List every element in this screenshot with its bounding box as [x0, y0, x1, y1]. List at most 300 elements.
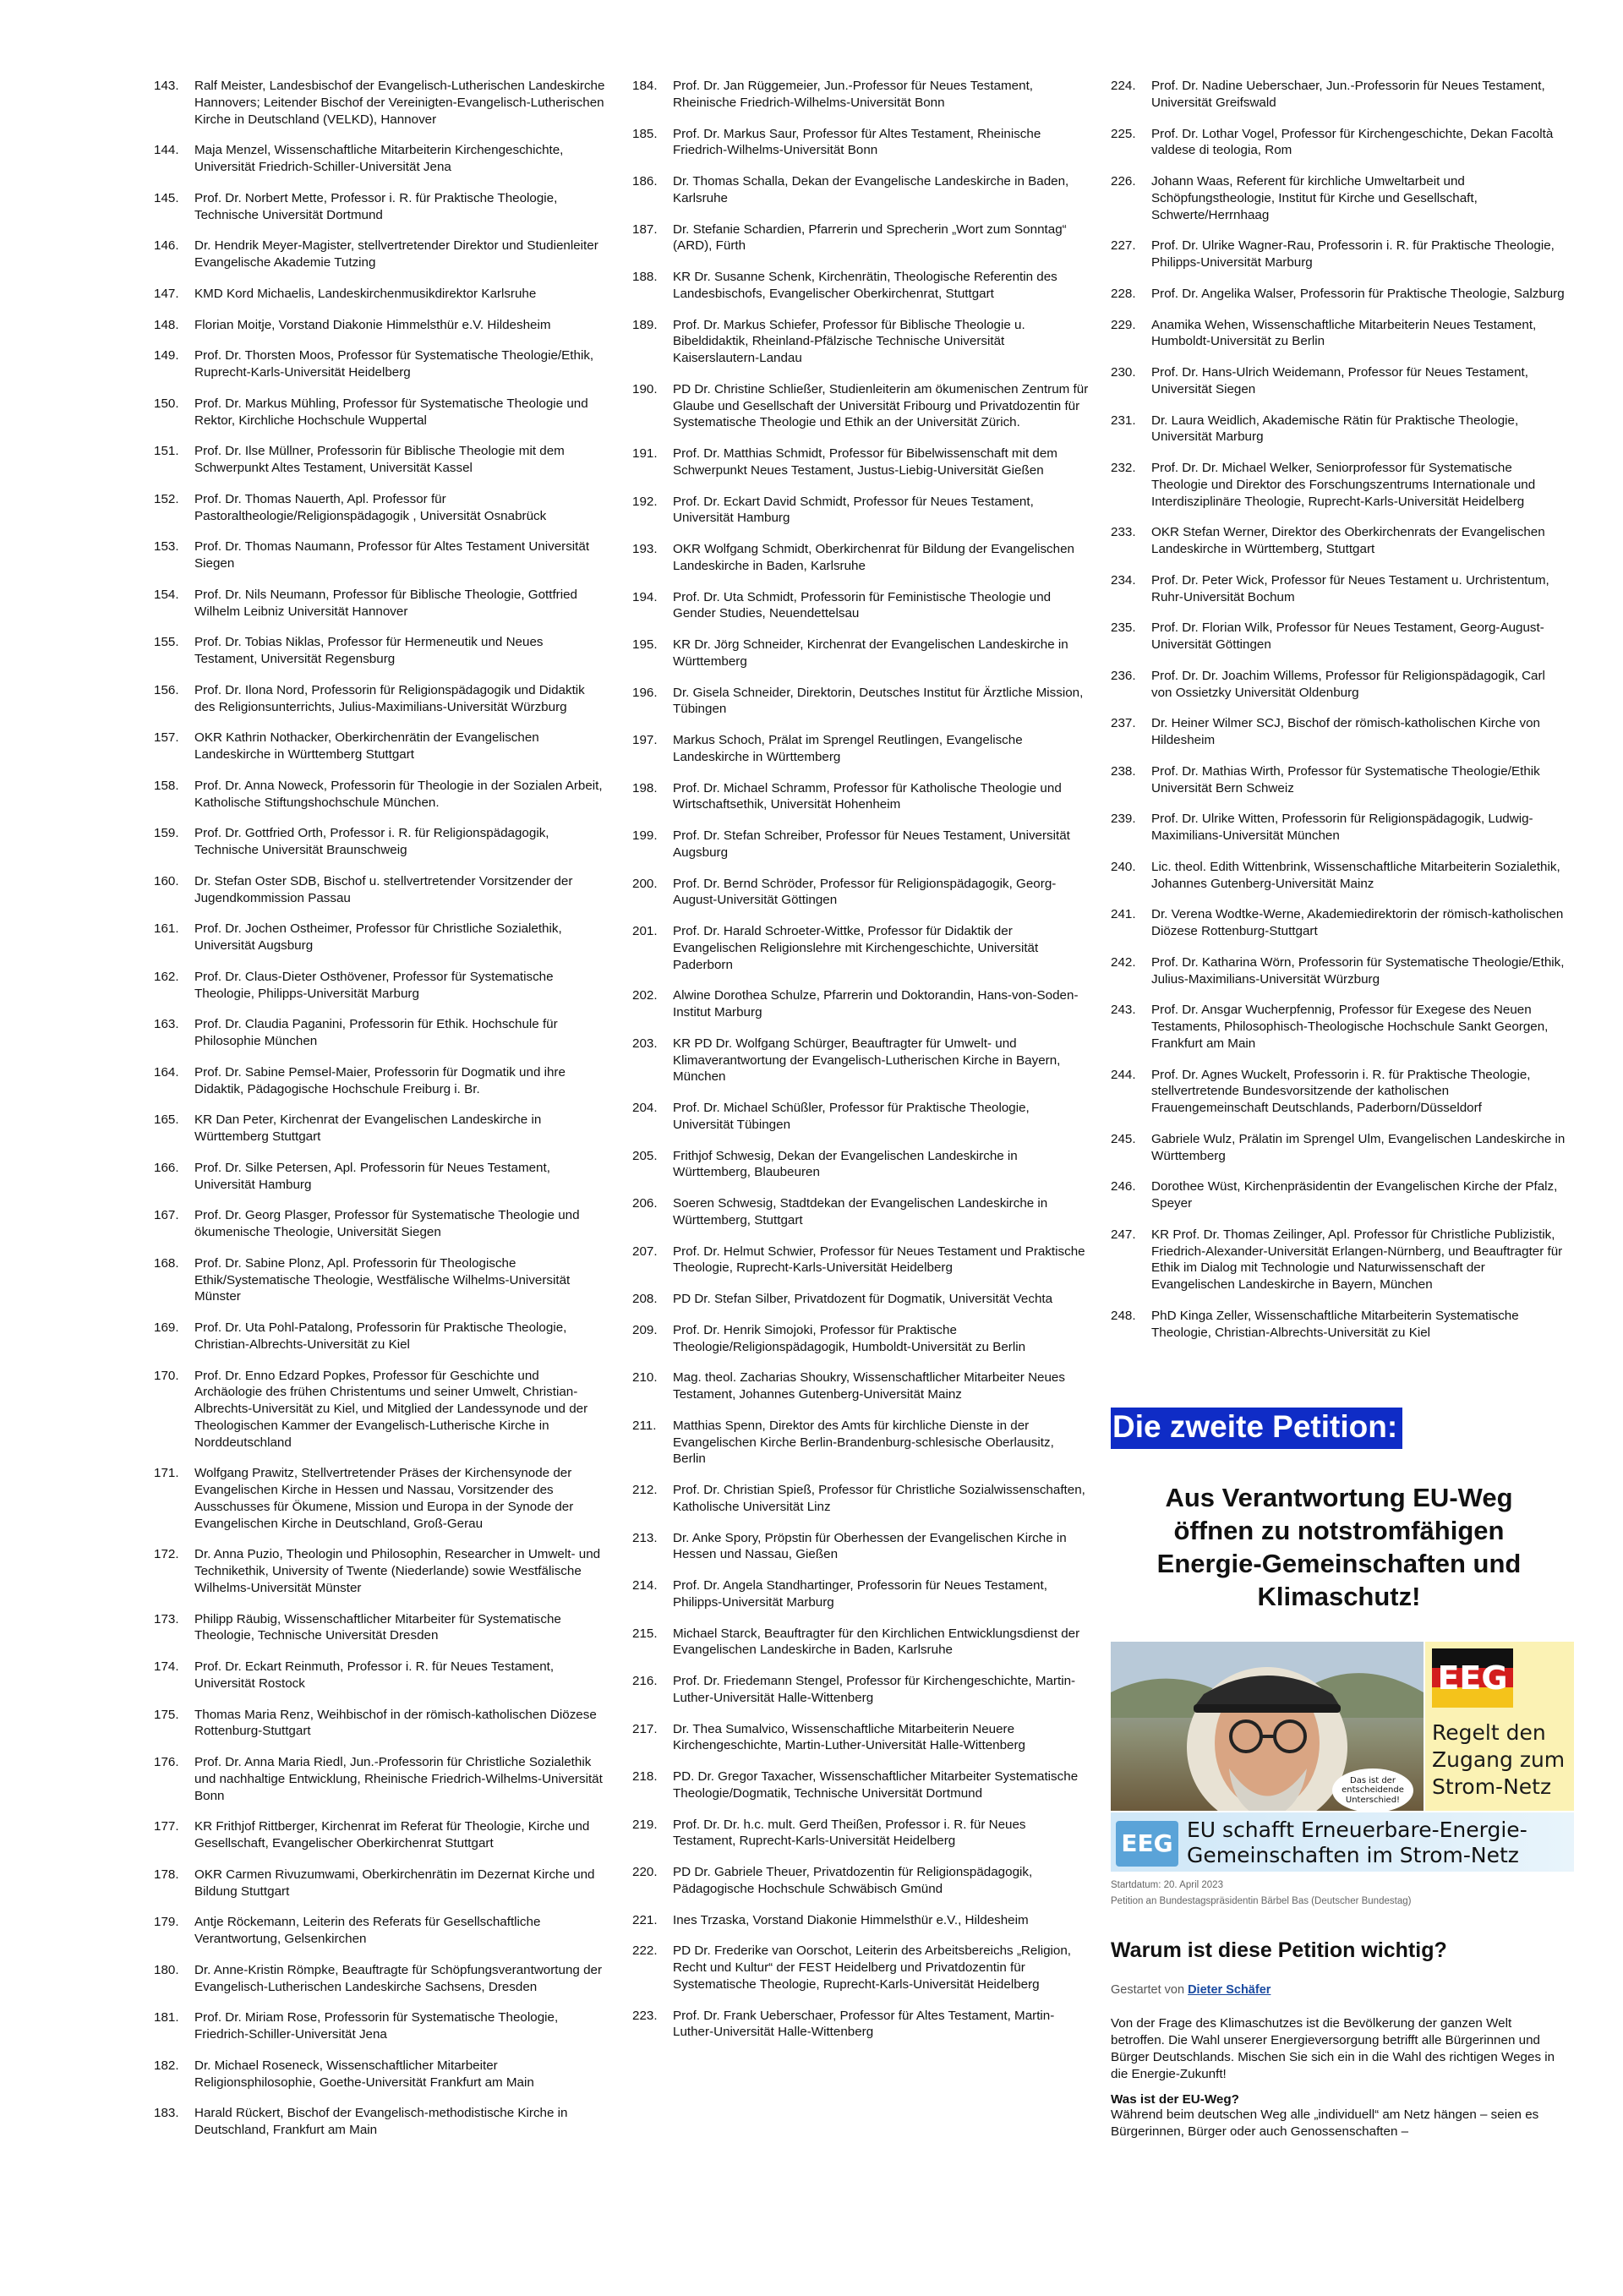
signatory-item	[632, 78, 1089, 112]
signatory-item	[632, 317, 1089, 367]
signatory-number: 194.	[632, 589, 658, 604]
signatory-item	[154, 443, 609, 477]
signatory-number: 238.	[1111, 763, 1136, 779]
signatory-number: 170.	[154, 1368, 179, 1383]
signatory-text: Prof. Dr. Markus Saur, Professor für Altes Testament, Rheinische Friedrich-Wilhelms-Universität Bonn	[673, 126, 1041, 158]
petition-start-date: Startdatum: 20. April 2023	[1111, 1879, 1223, 1890]
signatory-text: KR Dan Peter, Kirchenrat der Evangelischen Landeskirche in Württemberg Stuttgart	[194, 1112, 542, 1144]
signatory-number: 244.	[1111, 1067, 1136, 1082]
signatory-item	[1111, 238, 1567, 271]
eeg-flag-logo: EEG	[1432, 1648, 1513, 1708]
signatory-item	[632, 923, 1089, 973]
signatory-text: Prof. Dr. Angela Standhartinger, Professorin für Neues Testament, Philipps-Universität Marburg	[673, 1578, 1047, 1610]
signatory-text: Markus Schoch, Prälat im Sprengel Reutlingen, Evangelische Landeskirche in Württemberg	[673, 733, 1023, 764]
signatory-number: 224.	[1111, 79, 1136, 93]
signatory-number: 161.	[154, 921, 179, 937]
signatory-item	[632, 1943, 1089, 1993]
signatory-text: Prof. Dr. Anna Maria Riedl, Jun.-Professorin für Christliche Sozialethik und nachhaltige Entwicklung, Rheinische Friedrich-Wilhelms-Universität Bonn	[194, 1755, 603, 1803]
signatory-text: Matthias Spenn, Direktor des Amts für kirchliche Dienste in der Evangelischen Kirche Berlin-Brandenburg-schlesische Oberlausitz, Berlin	[673, 1418, 1054, 1467]
signatory-item	[632, 1322, 1089, 1356]
signatory-text: Florian Moitje, Vorstand Diakonie Himmelsthür e.V. Hildesheim	[194, 317, 551, 332]
signatory-item	[154, 1707, 609, 1741]
signatory-item	[154, 1818, 609, 1852]
signatory-item	[154, 286, 609, 303]
signatory-number: 144.	[154, 143, 179, 158]
signatory-item	[1111, 460, 1567, 510]
signatory-number: 157.	[154, 730, 179, 746]
signatory-item	[632, 1817, 1089, 1850]
signatory-item	[1111, 811, 1567, 845]
signatory-item	[154, 634, 609, 668]
signatory-text: Prof. Dr. Jan Rüggemeier, Jun.-Professor für Neues Testament, Rheinische Friedrich-Wilhelms-Universität Bonn	[673, 79, 1034, 110]
signatory-number: 202.	[632, 988, 658, 1003]
signatory-item	[1111, 317, 1567, 351]
signatory-item	[1111, 524, 1567, 558]
signatory-number: 154.	[154, 587, 179, 602]
signatory-item	[154, 1659, 609, 1692]
signatory-item	[1111, 78, 1567, 112]
signatory-item	[632, 1864, 1089, 1898]
signatory-number: 225.	[1111, 126, 1136, 141]
signatory-number: 228.	[1111, 286, 1136, 301]
signatory-item	[632, 446, 1089, 479]
petition-addressee: Petition an Bundestagspräsidentin Bärbel Bas (Deutscher Bundestag)	[1111, 1895, 1412, 1906]
signatory-item	[1111, 1178, 1567, 1212]
signatory-item	[154, 1914, 609, 1948]
signatory-number: 248.	[1111, 1308, 1136, 1323]
signatory-item	[632, 685, 1089, 719]
signatory-number: 217.	[632, 1721, 658, 1736]
signatory-text: Prof. Dr. Norbert Mette, Professor i. R. für Praktische Theologie, Technische Universität Dortmund	[194, 190, 558, 222]
signatory-item	[632, 1530, 1089, 1564]
signatory-item	[154, 921, 609, 954]
signatory-text: Prof. Dr. Bernd Schröder, Professor für Religionspädagogik, Georg-August-Universität Göttingen	[673, 876, 1057, 908]
signatory-item	[632, 1291, 1089, 1308]
signatory-number: 150.	[154, 396, 179, 411]
signatory-number: 165.	[154, 1112, 179, 1128]
signatory-list-143-183	[154, 78, 609, 2139]
signatory-text: Prof. Dr. Katharina Wörn, Professorin für Systematische Theologie/Ethik, Julius-Maximilians-Universität Würzburg	[1151, 954, 1565, 987]
signatory-item	[632, 1036, 1089, 1085]
signatory-number: 166.	[154, 1160, 179, 1175]
signatory-text: Prof. Dr. Gottfried Orth, Professor i. R. für Religionspädagogik, Technische Universität Braunschweig	[194, 826, 549, 857]
signatory-item	[154, 825, 609, 859]
signatory-number: 151.	[154, 444, 179, 459]
signatory-text: Prof. Dr. Markus Mühling, Professor für Systematische Theologie und Rektor, Kirchliche Hochschule Wuppertal	[194, 396, 588, 428]
signatories-column-1	[154, 78, 609, 2153]
signatory-item	[154, 1465, 609, 1532]
signatory-number: 208.	[632, 1292, 658, 1306]
signatory-number: 209.	[632, 1322, 658, 1337]
signatory-number: 184.	[632, 79, 658, 93]
signatory-number: 219.	[632, 1817, 658, 1832]
eeg-rule-text: Regelt den Zugang zum Strom-Netz	[1432, 1719, 1566, 1799]
signatory-item	[154, 1546, 609, 1596]
signatory-text: Prof. Dr. Silke Petersen, Apl. Professorin für Neues Testament, Universität Hamburg	[194, 1160, 550, 1192]
signatory-number: 188.	[632, 270, 658, 284]
signatory-text: Prof. Dr. Claus-Dieter Osthövener, Professor für Systematische Theologie, Philipps-Universität Marburg	[194, 969, 554, 1001]
signatory-number: 182.	[154, 2058, 179, 2073]
signatory-text: OKR Stefan Werner, Direktor des Oberkirchenrats der Evangelischen Landeskirche in Württemberg, Stuttgart	[1151, 525, 1545, 556]
signatory-item	[1111, 572, 1567, 606]
signatory-item	[1111, 954, 1567, 988]
signatory-text: OKR Wolfgang Schmidt, Oberkirchenrat für Bildung der Evangelischen Landeskirche in Baden, Karlsruhe	[673, 542, 1074, 573]
signatory-text: PhD Kinga Zeller, Wissenschaftliche Mitarbeiterin Systematische Theologie, Christian-Albrechts-Universität zu Kiel	[1151, 1308, 1519, 1340]
signatory-number: 206.	[632, 1196, 658, 1211]
signatory-item	[154, 142, 609, 176]
signatory-text: Wolfgang Prawitz, Stellvertretender Präses der Kirchensynode der Evangelischen Kirche in Hessen und Nassau, Vorsitzender des Ausschusses für Ökumene, Mission und Europa in der Synode der Evangelischen Kirche in Deutschland, Groß-Gerau	[194, 1466, 574, 1531]
signatory-text: Prof. Dr. Harald Schroeter-Wittke, Professor für Didaktik der Evangelischen Religionslehre mit Kirchengeschichte, Universität Paderborn	[673, 924, 1039, 972]
signatory-item	[154, 238, 609, 271]
signatory-number: 175.	[154, 1707, 179, 1722]
signatory-text: Prof. Dr. Ulrike Witten, Professorin für Religionspädagogik, Ludwig-Maximilians-Universität München	[1151, 812, 1533, 843]
signatory-text: Lic. theol. Edith Wittenbrink, Wissenschaftliche Mitarbeiterin Sozialethik, Johannes Gutenberg-Universität Mainz	[1151, 859, 1560, 891]
signatory-item	[632, 1369, 1089, 1403]
signatory-number: 197.	[632, 733, 658, 747]
signatory-text: Dr. Anne-Kristin Römpke, Beauftragte für Schöpfungsverantwortung der Evangelisch-Lutherischen Landeskirche Sachsens, Dresden	[194, 1962, 603, 1994]
signatory-text: KMD Kord Michaelis, Landeskirchenmusikdirektor Karlsruhe	[194, 286, 537, 301]
signatory-item	[154, 1368, 609, 1451]
signatory-number: 173.	[154, 1611, 179, 1626]
signatory-number: 213.	[632, 1530, 658, 1545]
signatory-item	[632, 494, 1089, 528]
signatory-text: KR Frithjof Rittberger, Kirchenrat im Referat für Theologie, Kirche und Gesellschaft, Evangelischer Oberkirchenrat Stuttgart	[194, 1819, 590, 1850]
signatory-text: Prof. Dr. Ulrike Wagner-Rau, Professorin i. R. für Praktische Theologie, Philipps-Universität Marburg	[1151, 238, 1555, 270]
signatory-item	[154, 1867, 609, 1900]
signatory-number: 191.	[632, 446, 658, 461]
signatory-number: 207.	[632, 1244, 658, 1259]
signatory-list-184-223	[632, 78, 1089, 2041]
signatory-text: Michael Starck, Beauftragter für den Kirchlichen Entwicklungsdienst der Evangelischen Landeskirche in Baden, Karlsruhe	[673, 1626, 1080, 1658]
signatory-number: 180.	[154, 1962, 179, 1977]
signatory-text: Antje Röckemann, Leiterin des Referats für Gesellschaftliche Verantwortung, Gelsenkirchen	[194, 1915, 541, 1946]
signatory-text: Johann Waas, Referent für kirchliche Umweltarbeit und Schöpfungstheologie, Institut für Kirche und Gesellschaft, Schwerte/Herrnhaag	[1151, 174, 1478, 222]
signatory-number: 232.	[1111, 461, 1136, 475]
signatory-item	[154, 1160, 609, 1194]
signatory-item	[154, 969, 609, 1003]
signatory-item	[632, 126, 1089, 160]
signatory-item	[1111, 1131, 1567, 1165]
signatory-number: 167.	[154, 1208, 179, 1223]
signatory-number: 200.	[632, 876, 658, 891]
signatory-item	[632, 987, 1089, 1021]
signatory-item	[1111, 126, 1567, 160]
signatory-text: Prof. Dr. Uta Schmidt, Professorin für Feministische Theologie und Gender Studies, Neuendettelsau	[673, 589, 1052, 621]
signatory-item	[154, 873, 609, 907]
signatory-text: Prof. Dr. Angelika Walser, Professorin für Praktische Theologie, Salzburg	[1151, 286, 1565, 301]
signatory-item	[1111, 620, 1567, 653]
signatory-number: 147.	[154, 286, 179, 301]
signatory-item	[154, 1112, 609, 1145]
signatory-text: Prof. Dr. Matthias Schmidt, Professor für Bibelwissenschaft mit dem Schwerpunkt Neues Testament, Justus-Liebig-Universität Gießen	[673, 446, 1057, 478]
signatory-text: Prof. Dr. Anna Noweck, Professorin für Theologie in der Sozialen Arbeit, Katholische Stiftungshochschule München.	[194, 778, 603, 810]
signatory-item	[632, 1577, 1089, 1611]
signatory-text: Prof. Dr. Markus Schiefer, Professor für Biblische Theologie u. Bibeldidaktik, Rheinland-Pfälzische Technische Universität Kaiserslautern-Landau	[673, 317, 1025, 365]
signatory-number: 240.	[1111, 859, 1136, 874]
signatory-item	[632, 381, 1089, 431]
signatory-number: 193.	[632, 542, 658, 556]
signatory-number: 239.	[1111, 812, 1136, 827]
signatory-number: 183.	[154, 2106, 179, 2121]
eu-energy-band	[1111, 1811, 1574, 1872]
eu-energy-text: EU schafft Erneuerbare-Energie- Gemeinschaften im Strom-Netz	[1187, 1817, 1527, 1867]
signatory-number: 245.	[1111, 1131, 1136, 1146]
signatory-text: Ralf Meister, Landesbischof der Evangelisch-Lutherischen Landeskirche Hannovers; Leitender Bischof der Vereinigten-Evangelisch-Lutherischen Kirche in Deutschland (VELKD), Hannover	[194, 79, 605, 127]
signatory-text: Prof. Dr. Thomas Nauerth, Apl. Professor für Pastoraltheologie/Religionspädagogik , Universität Osnabrück	[194, 491, 547, 523]
signatory-text: Dr. Thomas Schalla, Dekan der Evangelische Landeskirche in Baden, Karlsruhe	[673, 174, 1069, 205]
eu-way-subheading: Was ist der EU-Weg?	[1111, 2092, 1239, 2107]
signatory-number: 198.	[632, 780, 658, 795]
signatory-item	[1111, 763, 1567, 797]
signatory-number: 163.	[154, 1017, 179, 1032]
signatory-text: Prof. Dr. Ilse Müllner, Professorin für Biblische Theologie mit dem Schwerpunkt Altes Testament, Universität Kassel	[194, 444, 565, 475]
signatory-number: 196.	[632, 685, 658, 700]
signatory-text: Prof. Dr. Frank Ueberschaer, Professor für Altes Testament, Martin-Luther-Universität Halle-Wittenberg	[673, 2008, 1055, 2040]
signatory-number: 246.	[1111, 1179, 1136, 1194]
signatory-number: 222.	[632, 1943, 658, 1959]
started-by	[1111, 1983, 1567, 1997]
signatory-text: Prof. Dr. Dr. h.c. mult. Gerd Theißen, Professor i. R. für Neues Testament, Ruprecht-Karls-Universität Heidelberg	[673, 1817, 1026, 1849]
signatory-item	[632, 1912, 1089, 1929]
signatory-number: 177.	[154, 1819, 179, 1834]
signatory-text: Prof. Dr. Peter Wick, Professor für Neues Testament u. Urchristentum, Ruhr-Universität Bochum	[1151, 572, 1549, 604]
signatory-item	[632, 1768, 1089, 1802]
signatory-text: Dr. Laura Weidlich, Akademische Rätin für Praktische Theologie, Universität Marburg	[1151, 413, 1519, 445]
signatory-number: 174.	[154, 1659, 179, 1674]
signatory-number: 178.	[154, 1867, 179, 1882]
signatory-text: Gabriele Wulz, Prälatin im Sprengel Ulm, Evangelischen Landeskirche in Württemberg	[1151, 1131, 1566, 1163]
signatory-item	[154, 491, 609, 525]
signatory-item	[632, 1418, 1089, 1468]
signatory-item	[632, 2008, 1089, 2042]
signatories-column-2	[632, 78, 1089, 2055]
signatory-item	[632, 1244, 1089, 1277]
signatory-text: PD Dr. Gabriele Theuer, Privatdozentin für Religionspädagogik, Pädagogische Hochschule Schwäbisch Gmünd	[673, 1865, 1033, 1896]
signatory-item	[154, 2105, 609, 2139]
started-by-prefix: Gestartet von	[1111, 1983, 1185, 1998]
signatory-item	[1111, 1067, 1567, 1117]
signatory-text: Harald Rückert, Bischof der Evangelisch-methodistische Kirche in Deutschland, Frankfurt am Main	[194, 2106, 568, 2137]
signatory-item	[1111, 715, 1567, 749]
signatory-item	[154, 396, 609, 429]
signatory-item	[154, 1207, 609, 1241]
signatory-number: 242.	[1111, 954, 1136, 970]
signatory-number: 155.	[154, 635, 179, 650]
signatory-item	[154, 190, 609, 224]
signatory-text: Soeren Schwesig, Stadtdekan der Evangelischen Landeskirche in Württemberg, Stuttgart	[673, 1196, 1048, 1227]
signatory-number: 187.	[632, 221, 658, 237]
signatory-text: Prof. Dr. Jochen Ostheimer, Professor für Christliche Sozialethik, Universität Augsburg	[194, 921, 562, 953]
signatory-item	[1111, 906, 1567, 940]
signatory-item	[1111, 413, 1567, 446]
signatory-number: 153.	[154, 539, 179, 555]
signatory-text: KR Dr. Susanne Schenk, Kirchenrätin, Theologische Referentin des Landesbischofs, Evangelischer Oberkirchenrat, Stuttgart	[673, 270, 1057, 301]
signatory-number: 229.	[1111, 317, 1136, 332]
second-petition-heading: Die zweite Petition:	[1111, 1408, 1402, 1449]
signatory-item	[154, 1320, 609, 1353]
signatory-number: 234.	[1111, 572, 1136, 588]
signatory-number: 231.	[1111, 413, 1136, 428]
signatory-text: Dr. Heiner Wilmer SCJ, Bischof der römisch-katholischen Kirche von Hildesheim	[1151, 716, 1540, 747]
signatory-text: Maja Menzel, Wissenschaftliche Mitarbeiterin Kirchengeschichte, Universität Friedrich-Schiller-Universität Jena	[194, 143, 564, 174]
signatory-text: Prof. Dr. Ilona Nord, Professorin für Religionspädagogik und Didaktik des Religionsunterrichts, Julius-Maximilians-Universität Würzburg	[194, 682, 585, 714]
signatory-text: Dr. Thea Sumalvico, Wissenschaftliche Mitarbeiterin Neuere Kirchengeschichte, Martin-Luther-Universität Halle-Wittenberg	[673, 1721, 1025, 1753]
signatory-text: Prof. Dr. Nils Neumann, Professor für Biblische Theologie, Gottfried Wilhelm Leibniz Universität Hannover	[194, 587, 578, 619]
signatory-item	[632, 876, 1089, 910]
signatory-number: 152.	[154, 491, 179, 506]
signatory-text: Thomas Maria Renz, Weihbischof in der römisch-katholischen Diözese Rottenburg-Stuttgart	[194, 1707, 597, 1739]
signatory-item	[154, 317, 609, 334]
signatory-text: Philipp Räubig, Wissenschaftlicher Mitarbeiter für Systematische Theologie, Technische Universität Dresden	[194, 1611, 561, 1643]
signatory-item	[632, 541, 1089, 575]
signatory-number: 146.	[154, 238, 179, 254]
signatory-text: Prof. Dr. Agnes Wuckelt, Professorin i. R. für Praktische Theologie, stellvertretende Bundesvorsitzende der katholischen Frauengemeinschaft Deutschlands, Paderborn/Düsseldorf	[1151, 1067, 1531, 1115]
signatory-text: Prof. Dr. Stefan Schreiber, Professor für Neues Testament, Universität Augsburg	[673, 828, 1070, 860]
portrait-photo	[1111, 1642, 1424, 1811]
signatory-number: 181.	[154, 2010, 179, 2025]
signatory-text: Prof. Dr. Sabine Pemsel-Maier, Professorin für Dogmatik und ihre Didaktik, Pädagogische Hochschule Freiburg i. Br.	[194, 1064, 566, 1096]
eeg-mini-logo: EEG	[1116, 1821, 1178, 1867]
signatory-number: 156.	[154, 682, 179, 697]
signatory-number: 211.	[632, 1418, 657, 1433]
signatory-text: Dorothee Wüst, Kirchenpräsidentin der Evangelischen Kirche der Pfalz, Speyer	[1151, 1179, 1558, 1211]
author-link[interactable]: Dieter Schäfer	[1188, 1983, 1271, 1998]
signatory-number: 210.	[632, 1370, 658, 1386]
petition-title: Aus Verantwortung EU-Weg öffnen zu notstromfähigen Energie-Gemeinschaften und Klimaschutz!	[1156, 1482, 1522, 1611]
signatory-text: Prof. Dr. Claudia Paganini, Professorin für Ethik. Hochschule für Philosophie München	[194, 1017, 558, 1048]
signatory-number: 241.	[1111, 907, 1136, 922]
petition-banner-image	[1111, 1642, 1574, 1877]
signatory-number: 221.	[632, 1912, 658, 1927]
signatory-number: 149.	[154, 348, 179, 364]
signatory-item	[632, 1482, 1089, 1516]
signatory-text: Prof. Dr. Hans-Ulrich Weidemann, Professor für Neues Testament, Universität Siegen	[1151, 365, 1528, 396]
signatory-text: PD Dr. Stefan Silber, Privatdozent für Dogmatik, Universität Vechta	[673, 1292, 1053, 1306]
signatory-text: Prof. Dr. Nadine Ueberschaer, Jun.-Professorin für Neues Testament, Universität Greifswald	[1151, 79, 1545, 110]
signatory-item	[632, 589, 1089, 623]
signatory-text: PD Dr. Frederike van Oorschot, Leiterin des Arbeitsbereichs „Religion, Recht und Kultur“ der FEST Heidelberg und Privatdozentin für Systematische Theologie, Ruprecht-Karls-Universität Heidelberg	[673, 1943, 1072, 1992]
signatory-item	[1111, 173, 1567, 223]
signatory-text: PD Dr. Christine Schließer, Studienleiterin am ökumenischen Zentrum für Glaube und Gesellschaft der Universität Fribourg und Privatdozentin für Systematische Theologie und Ethik an der Universität Zürich.	[673, 381, 1089, 430]
signatory-number: 145.	[154, 190, 179, 205]
signatory-text: Ines Trzaska, Vorstand Diakonie Himmelsthür e.V., Hildesheim	[673, 1912, 1029, 1927]
signatory-text: Prof. Dr. Helmut Schwier, Professor für Neues Testament und Praktische Theologie, Ruprecht-Karls-Universität Heidelberg	[673, 1244, 1085, 1276]
signatory-number: 218.	[632, 1769, 658, 1784]
signatory-number: 190.	[632, 381, 658, 396]
signatory-text: Prof. Dr. Florian Wilk, Professor für Neues Testament, Georg-August-Universität Göttingen	[1151, 620, 1544, 652]
signatory-number: 201.	[632, 924, 658, 938]
signatory-item	[154, 587, 609, 620]
signatory-item	[154, 1611, 609, 1645]
signatory-text: KR PD Dr. Wolfgang Schürger, Beauftragter für Umwelt- und Klimaverantwortung der Evangelisch-Lutherischen Kirche in Bayern, München	[673, 1036, 1061, 1085]
signatory-item	[154, 1016, 609, 1050]
eeg-info-panel	[1425, 1642, 1574, 1811]
signatory-item	[632, 1626, 1089, 1659]
signatory-number: 223.	[632, 2008, 658, 2023]
signatory-item	[632, 173, 1089, 207]
signatory-number: 143.	[154, 79, 179, 93]
signatory-item	[154, 730, 609, 763]
signatory-number: 185.	[632, 126, 658, 141]
signatory-text: Dr. Stefan Oster SDB, Bischof u. stellvertretender Vorsitzender der Jugendkommission Passau	[194, 873, 573, 905]
signatory-number: 179.	[154, 1915, 179, 1930]
signatory-item	[632, 1100, 1089, 1134]
signatory-number: 247.	[1111, 1227, 1136, 1242]
signatory-text: Dr. Anna Puzio, Theologin und Philosophin, Researcher in Umwelt- und Technikethik, University of Twente (Niederlande) sowie Westfälische Wilhelms-Universität Münster	[194, 1547, 601, 1595]
signatory-number: 171.	[154, 1466, 179, 1481]
signatory-item	[154, 2058, 609, 2091]
signatory-text: PD. Dr. Gregor Taxacher, Wissenschaftlicher Mitarbeiter Systematische Theologie/Dogmatik, Technische Universität Dortmund	[673, 1769, 1079, 1801]
signatory-text: Prof. Dr. Uta Pohl-Patalong, Professorin für Praktische Theologie, Christian-Albrechts-Universität zu Kiel	[194, 1320, 567, 1352]
signatory-item	[1111, 1002, 1567, 1052]
signatory-text: Prof. Dr. Thorsten Moos, Professor für Systematische Theologie/Ethik, Ruprecht-Karls-Universität Heidelberg	[194, 348, 594, 380]
signatory-text: Prof. Dr. Mathias Wirth, Professor für Systematische Theologie/Ethik Universität Bern Schweiz	[1151, 763, 1540, 795]
signatory-number: 235.	[1111, 620, 1136, 636]
signatory-number: 186.	[632, 174, 658, 189]
signatory-item	[632, 221, 1089, 255]
signatory-number: 233.	[1111, 525, 1136, 540]
signatory-number: 176.	[154, 1755, 179, 1769]
signatory-number: 148.	[154, 317, 179, 332]
signatory-number: 195.	[632, 637, 658, 652]
signatory-text: Prof. Dr. Ansgar Wucherpfennig, Professor für Exegese des Neuen Testaments, Philosophisch-Theologische Hochschule Sankt Georgen, Frankfurt am Main	[1151, 1003, 1549, 1051]
signatory-text: KR Dr. Jörg Schneider, Kirchenrat der Evangelischen Landeskirche in Württemberg	[673, 637, 1068, 669]
signatory-item	[1111, 364, 1567, 398]
petition-paragraph-1: Von der Frage des Klimaschutzes ist die Bevölkerung der ganzen Welt betroffen. Die Wahl unserer Energieversorgung betrifft alle Bürgerinnen und Bürger Deutschlands. Mischen Sie sich ein in die Wahl des richtigen Weges in die Energie-Zukunft!	[1111, 2016, 1555, 2081]
signatory-text: Mag. theol. Zacharias Shoukry, Wissenschaftlicher Mitarbeiter Neues Testament, Johannes Gutenberg-Universität Mainz	[673, 1370, 1065, 1402]
signatory-number: 243.	[1111, 1003, 1136, 1018]
signatory-text: Alwine Dorothea Schulze, Pfarrerin und Doktorandin, Hans-von-Soden-Institut Marburg	[673, 988, 1079, 1020]
signatories-column-3	[1111, 78, 1567, 2140]
signatory-text: Frithjof Schwesig, Dekan der Evangelischen Landeskirche in Württemberg, Blaubeuren	[673, 1148, 1018, 1180]
signatory-number: 205.	[632, 1148, 658, 1163]
signatory-item	[632, 637, 1089, 670]
signatory-item	[154, 1754, 609, 1804]
signatory-item	[1111, 1308, 1567, 1342]
signatory-item	[632, 828, 1089, 861]
signatory-text: Prof. Dr. Sabine Plonz, Apl. Professorin für Theologische Ethik/Systematische Theologie, Westfälische Wilhelms-Universität Münster	[194, 1255, 571, 1304]
signatory-number: 159.	[154, 826, 179, 841]
signatory-number: 216.	[632, 1674, 658, 1688]
signatory-number: 204.	[632, 1101, 658, 1115]
signatory-text: Prof. Dr. Thomas Naumann, Professor für Altes Testament Universität Siegen	[194, 539, 590, 571]
signatory-number: 226.	[1111, 174, 1136, 189]
signatory-item	[154, 2009, 609, 2043]
signatory-number: 236.	[1111, 668, 1136, 683]
signatory-number: 189.	[632, 317, 658, 332]
signatory-item	[632, 1721, 1089, 1755]
signatory-number: 164.	[154, 1064, 179, 1080]
signatory-number: 172.	[154, 1547, 179, 1562]
signatory-item	[154, 1064, 609, 1098]
signatory-text: Prof. Dr. Dr. Joachim Willems, Professor für Religionspädagogik, Carl von Ossietzky Universität Oldenburg	[1151, 668, 1545, 700]
signatory-text: Prof. Dr. Dr. Michael Welker, Seniorprofessor für Systematische Theologie und Direktor des Forschungszentrums Internationale und Interdisziplinäre Theologie, Ruprecht-Karls-Universität Heidelberg	[1151, 461, 1536, 509]
signatory-text: Prof. Dr. Georg Plasger, Professor für Systematische Theologie und ökumenische Theologie, Universität Siegen	[194, 1208, 580, 1239]
signatory-number: 192.	[632, 494, 658, 509]
signatory-text: Dr. Anke Spory, Pröpstin für Oberhessen der Evangelischen Kirche in Hessen und Nassau, Gießen	[673, 1530, 1067, 1562]
signatory-number: 160.	[154, 873, 179, 888]
signatory-item	[632, 1148, 1089, 1182]
signatory-item	[154, 538, 609, 572]
signatory-text: Prof. Dr. Henrik Simojoki, Professor für Praktische Theologie/Religionspädagogik, Humboldt-Universität zu Berlin	[673, 1322, 1026, 1354]
signatory-item	[154, 682, 609, 716]
signatory-item	[154, 1255, 609, 1305]
signatory-text: Prof. Dr. Eckart David Schmidt, Professor für Neues Testament, Universität Hamburg	[673, 494, 1034, 526]
signatory-number: 199.	[632, 828, 658, 843]
signatory-text: Prof. Dr. Christian Spieß, Professor für Christliche Sozialwissenschaften, Katholische Universität Linz	[673, 1483, 1085, 1514]
signatory-item	[154, 347, 609, 381]
signatory-text: OKR Carmen Rivuzumwami, Oberkirchenrätin im Dezernat Kirche und Bildung Stuttgart	[194, 1867, 595, 1899]
